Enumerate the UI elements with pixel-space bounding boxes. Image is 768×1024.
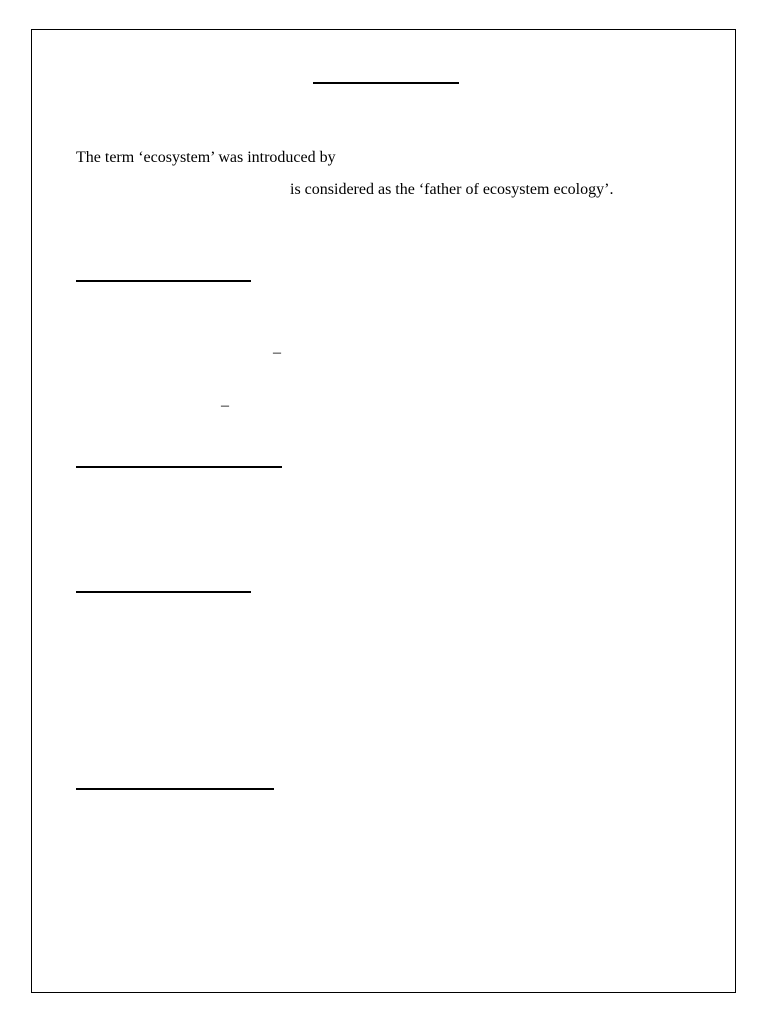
- title-underline: [313, 82, 459, 84]
- section-heading-underline-2: [76, 466, 282, 468]
- section-heading-underline-3: [76, 591, 251, 593]
- dash-2: –: [221, 397, 229, 414]
- section-heading-underline-4: [76, 788, 274, 790]
- intro-line-1: The term ‘ecosystem’ was introduced by: [76, 149, 336, 166]
- section-heading-underline-1: [76, 280, 251, 282]
- dash-1: –: [273, 344, 281, 361]
- page-frame: [31, 29, 736, 993]
- intro-line-2: is considered as the ‘father of ecosystem ecology’.: [290, 181, 614, 198]
